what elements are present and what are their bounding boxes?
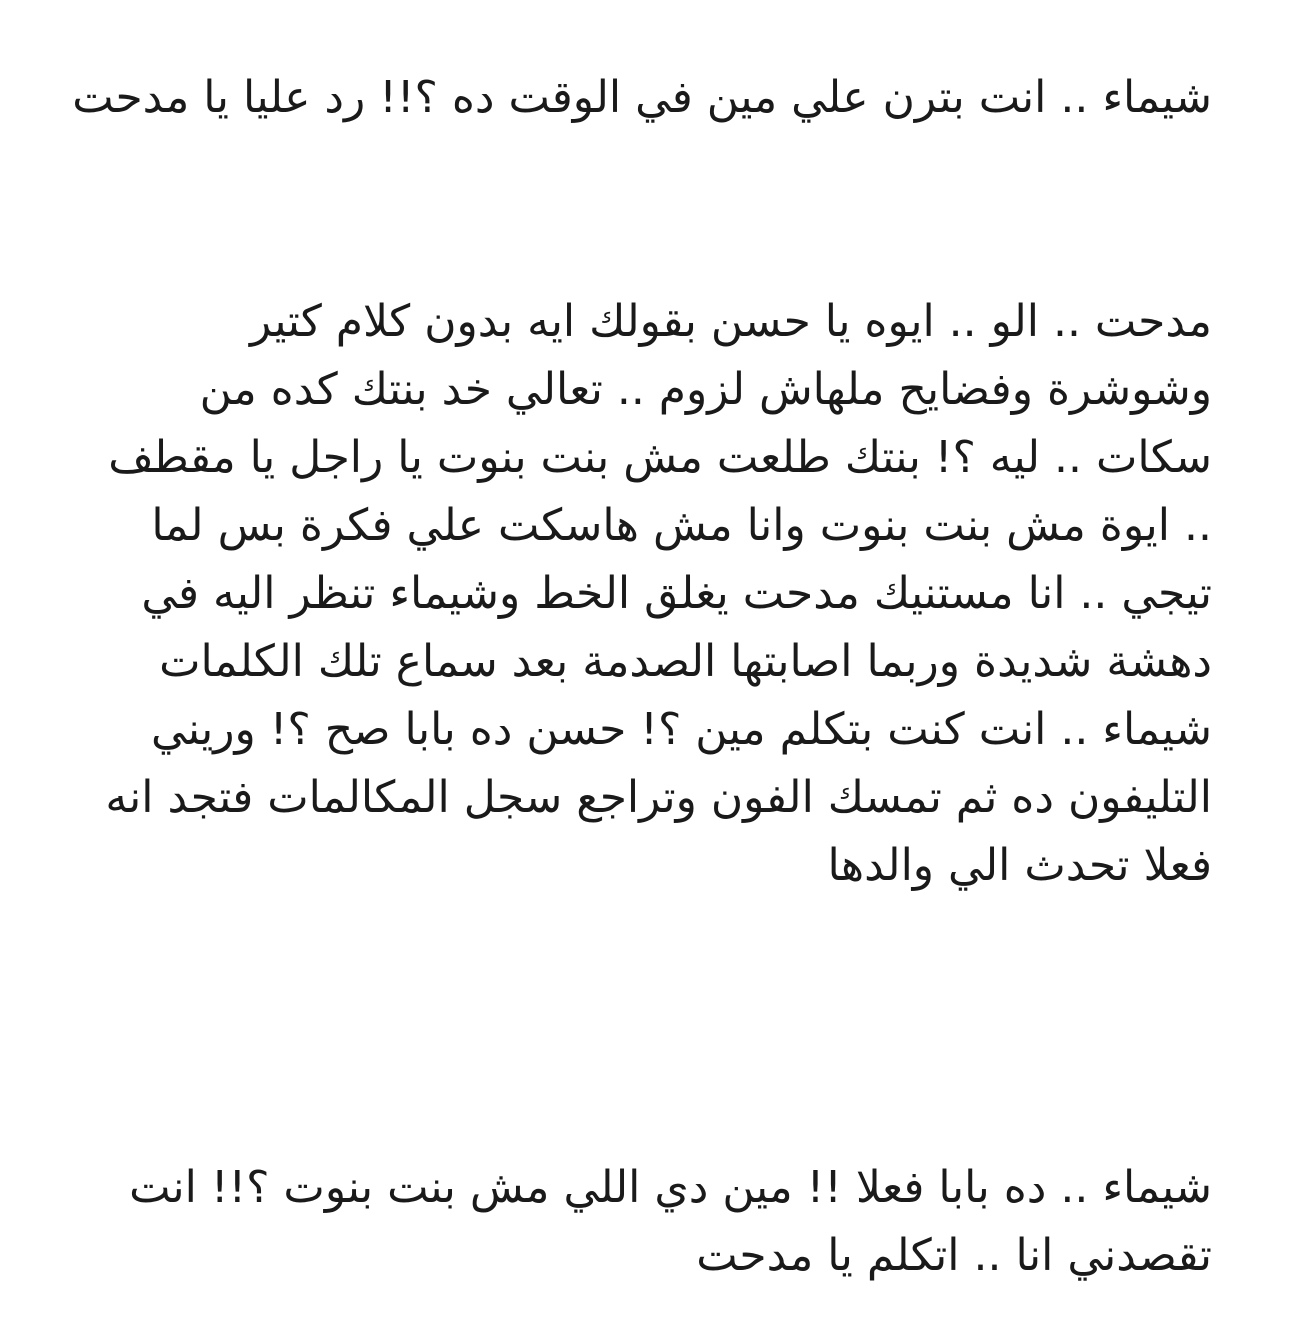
paragraph-2: مدحت .. الو .. ايوه يا حسن بقولك ايه بدون كلام كتير وشوشرة وفضايح ملهاش لزوم .. تعالي خد بنتك كده من سكات .. ليه ؟! بنتك طلعت مش بنت بنوت يا راجل يا مقطف .. ايوة مش بنت بنوت وانا مش هاسكت علي فكرة بس لما تيجي .. انا مستنيك مدحت يغلق الخط وشيماء تنظر اليه في دهشة شديدة وربما اصابتها الصدمة بعد سماع تلك الكلمات شيماء .. انت كنت بتكلم مين ؟! حسن ده بابا صح ؟! وريني التليفون ده ثم تمسك الفون وتراجع سجل المكالمات فتجد انه فعلا تحدث الي والدها	[105, 296, 1212, 891]
paragraph-3: شيماء .. ده بابا فعلا !! مين دي اللي مش بنت بنوت ؟!! انت تقصدني انا .. اتكلم يا مدحت	[129, 1162, 1212, 1281]
paragraph-1: شيماء .. انت بترن علي مين في الوقت ده ؟!! رد عليا يا مدحت	[72, 72, 1212, 123]
